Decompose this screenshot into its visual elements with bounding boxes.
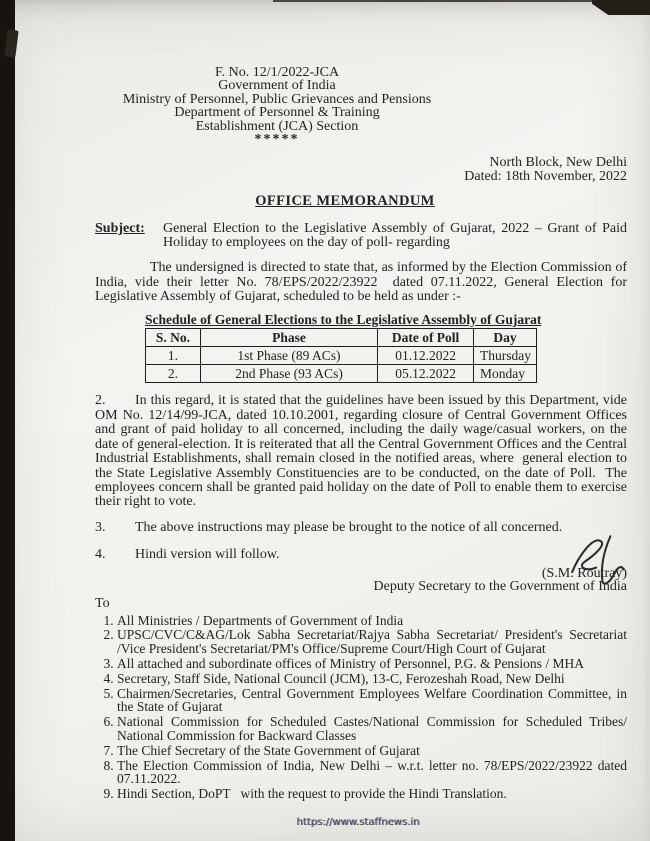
watermark-url: https://www.staffnews.in <box>296 817 420 828</box>
file-number: F. No. 12/1/2022-JCA <box>214 65 340 80</box>
election-schedule-section <box>145 311 542 384</box>
cell-day: Thursday <box>474 347 537 365</box>
list-item: 4. Secretary, Staff Side, National Council (JCM), 13-C, Ferozeshah Road, New Delhi <box>117 672 627 686</box>
place-date-block <box>95 156 627 183</box>
paragraph-number: 3. <box>95 519 106 535</box>
letterhead <box>95 66 459 146</box>
subject-label: Subject: <box>95 220 145 236</box>
org-line-department: Department of Personnel & Training <box>174 105 380 121</box>
document-content <box>95 66 627 802</box>
signatory-block <box>95 567 627 595</box>
paragraph-text: The above instructions may please be brought to the notice of all concerned. <box>135 519 563 535</box>
list-item: 7. The Chief Secretary of the State Government of Gujarat <box>117 744 627 758</box>
list-item: 8. The Election Commission of India, New Delhi – w.r.t. letter no. 78/EPS/2022/23922 dated 07.11.2022. <box>117 759 627 787</box>
distribution-list <box>95 614 627 801</box>
cell-date: 01.12.2022 <box>378 347 474 365</box>
scan-mark-top-right <box>592 0 650 15</box>
org-line-section: Establishment (JCA) Section <box>195 118 359 134</box>
list-item: 2. UPSC/CVC/C&AG/Lok Sabha Secretariat/Rajya Sabha Secretariat/ President's Secretariat /Vice President's Secretariat/PM's Office/Supreme Court/High Court of Gujarat <box>117 628 627 656</box>
table-row <box>146 365 537 383</box>
schedule-table <box>145 328 537 383</box>
place-line: North Block, New Delhi <box>489 155 627 171</box>
signature-scribble <box>562 527 634 597</box>
org-line-ministry: Ministry of Personnel, Public Grievances and Pensions <box>122 91 432 107</box>
signatory-name: (S.M. Routray) <box>541 565 627 581</box>
table-header-row <box>146 329 537 347</box>
col-header-phase: Phase <box>200 329 377 347</box>
paragraph-2 <box>95 394 627 509</box>
paragraph-number: 4. <box>95 547 106 563</box>
cell-day: Monday <box>474 365 537 383</box>
signatory-designation: Deputy Secretary to the Government of India <box>373 579 627 595</box>
paragraph-3 <box>95 521 627 535</box>
to-label: To <box>95 596 110 612</box>
col-header-date: Date of Poll <box>378 329 474 347</box>
table-row <box>146 347 537 365</box>
cell-phase: 2nd Phase (93 ACs) <box>200 365 377 383</box>
document-title: OFFICE MEMORANDUM <box>255 192 435 209</box>
paragraph-4 <box>95 548 627 562</box>
subject-block <box>95 222 627 251</box>
list-item: 9. Hindi Section, DoPT with the request to provide the Hindi Translation. <box>117 787 627 801</box>
scan-edge-left <box>0 0 15 841</box>
list-item: 3. All attached and subordinate offices of Ministry of Personnel, P.G. & Pensions / MHA <box>117 657 627 671</box>
subject-text: General Election to the Legislative Assembly of Gujarat, 2022 – Grant of Paid Holiday to employees on the day of poll- regarding <box>163 220 627 250</box>
star-separator: ***** <box>254 132 300 148</box>
paragraph-number: 2. <box>95 393 106 409</box>
table-title: Schedule of General Elections to the Legislative Assembly of Gujarat <box>145 311 542 327</box>
list-item: 5. Chairmen/Secretaries, Central Government Employees Welfare Coordination Committee, in the State of Gujarat <box>117 687 627 715</box>
paragraph-text: In this regard, it is stated that the guidelines have been issued by this Department, vide OM No. 12/14/99-JCA, dated 10.10.2001, regarding closure of Central Government Offices and grant of paid holiday to all concerned, including the daily wage/casual workers, on the date of general-election. It is reiterated that all the Central Government Offices and the Central Industrial Establishments, shall remain closed in the notified areas, where general election to the State Legislative Assembly Constituencies are to be conducted, on the date of Poll. The employees concern shall be granted paid holiday on the date of Poll to enable them to exercise their right to vote. <box>95 393 627 510</box>
org-line-government: Government of India <box>218 78 336 94</box>
cell-sno: 1. <box>146 347 201 365</box>
col-header-sno: S. No. <box>146 329 201 347</box>
cell-date: 05.12.2022 <box>378 365 474 383</box>
col-header-day: Day <box>474 329 537 347</box>
paragraph-text: Hindi version will follow. <box>135 547 280 563</box>
cell-phase: 1st Phase (89 ACs) <box>200 347 377 365</box>
list-item: 1. All Ministries / Departments of Government of India <box>117 614 627 628</box>
scan-mark-top-left <box>4 29 18 57</box>
list-item: 6. National Commission for Scheduled Castes/National Commission for Scheduled Tribes/ National Commission for Backward Classes <box>117 715 627 743</box>
cell-sno: 2. <box>146 365 201 383</box>
paragraph-1: The undersigned is directed to state that, as informed by the Election Commission of India, vide their letter No. 78/EPS/2022/23922 dated 07.11.2022, General Election for Legislative Assembly of Gujarat, scheduled to be held as under :- <box>95 260 627 305</box>
date-line: Dated: 18th November, 2022 <box>464 169 627 185</box>
